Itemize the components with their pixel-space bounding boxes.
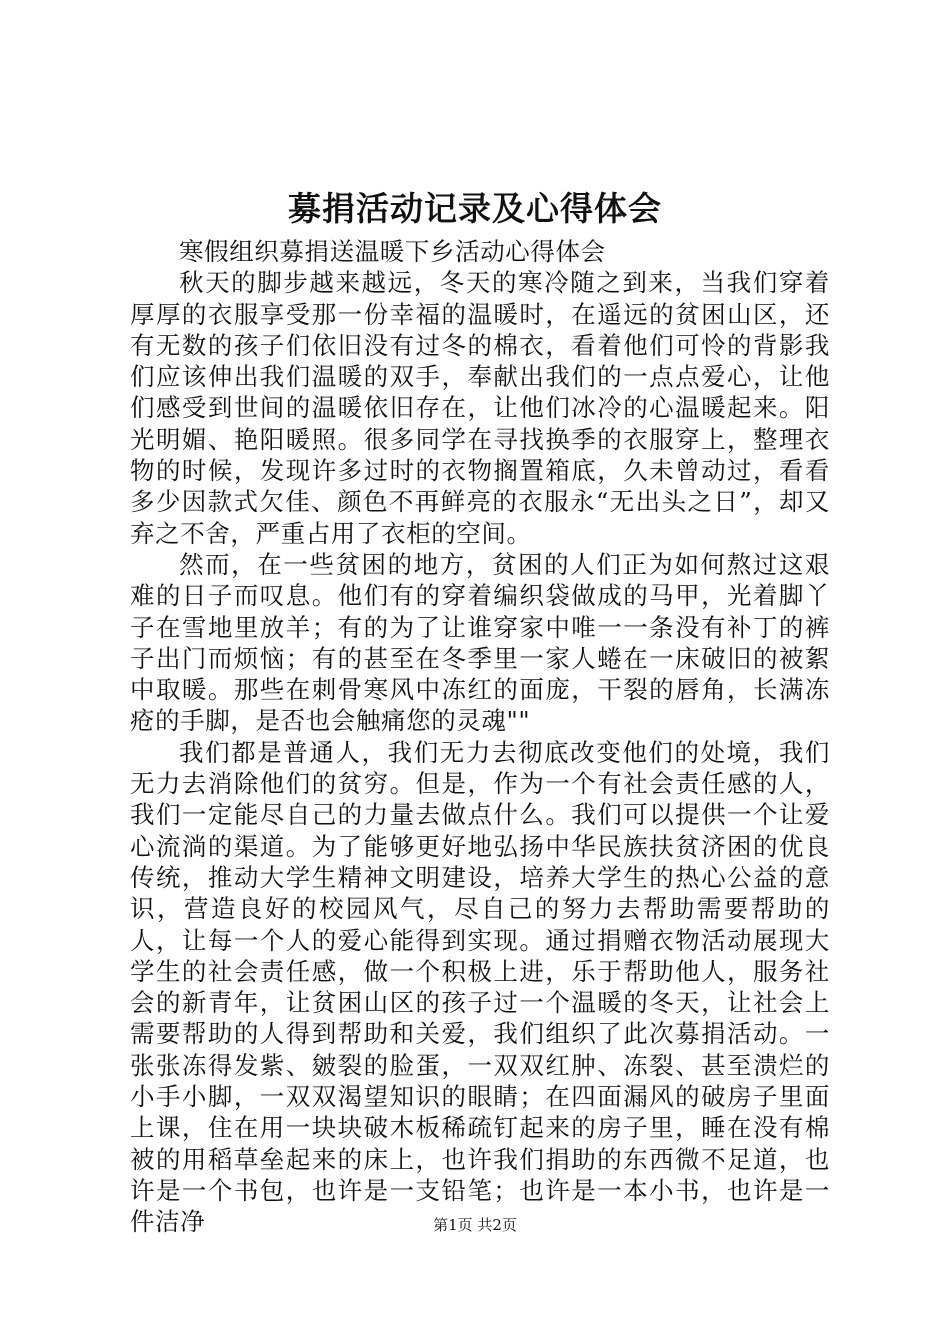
document-body bbox=[130, 236, 830, 1238]
paragraph-3: 我们都是普通人，我们无力去彻底改变他们的处境，我们无力去消除他们的贫穷。但是，作为一个有社会责任感的人，我们一定能尽自己的力量去做点什么。我们可以提供一个让爱心流淌的渠道。为了能够更好地弘扬中华民族扶贫济困的优良传统，推动大学生精神文明建设，培养大学生的热心公益的意识，营造良好的校园风气，尽自己的努力去帮助需要帮助的人，让每一个人的爱心能得到实现。通过捐赠衣物活动展现大学生的社会责任感，做一个积极上进，乐于帮助他人，服务社会的新青年，让贫困山区的孩子过一个温暖的冬天，让社会上需要帮助的人得到帮助和关爱，我们组织了此次募捐活动。一张张冻得发紫、皴裂的脸蛋，一双双红肿、冻裂、甚至溃烂的小手小脚，一双双渴望知识的眼睛；在四面漏风的破房子里面上课，住在用一块块破木板稀疏钉起来的房子里，睡在没有棉被的用稻草垒起来的床上，也许我们捐助的东西微不足道，也许是一个书包，也许是一支铅笔；也许是一本小书，也许是一件洁净 bbox=[130, 737, 830, 1237]
page-number-footer: 第1页 共2页 bbox=[433, 1216, 517, 1234]
document-subtitle: 寒假组织募捐送温暖下乡活动心得体会 bbox=[179, 237, 606, 266]
paragraph-2: 然而，在一些贫困的地方，贫困的人们正为如何熬过这艰难的日子而叹息。他们有的穿着编织袋做成的马甲，光着脚丫子在雪地里放羊；有的为了让谁穿家中唯一一条没有补丁的裤子出门而烦恼；有的甚至在冬季里一家人蜷在一床破旧的被絮中取暖。那些在刺骨寒风中冻红的面庞，干裂的唇角，长满冻疮的手脚，是否也会触痛您的灵魂"" bbox=[130, 549, 830, 736]
document-title: 募捐活动记录及心得体会 bbox=[288, 189, 662, 228]
paragraph-1: 秋天的脚步越来越远，冬天的寒冷随之到来，当我们穿着厚厚的衣服享受那一份幸福的温暖时，在遥远的贫困山区，还有无数的孩子们依旧没有过冬的棉衣，看着他们可怜的背影我们应该伸出我们温暖的双手，奉献出我们的一点点爱心，让他们感受到世间的温暖依旧存在，让他们冰冷的心温暖起来。阳光明媚、艳阳暖照。很多同学在寻找换季的衣服穿上，整理衣物的时候，发现许多过时的衣物搁置箱底，久未曾动过，看看多少因款式欠佳、颜色不再鲜亮的衣服永“无出头之日”，却又弃之不舍，严重占用了衣柜的空间。 bbox=[130, 268, 830, 548]
